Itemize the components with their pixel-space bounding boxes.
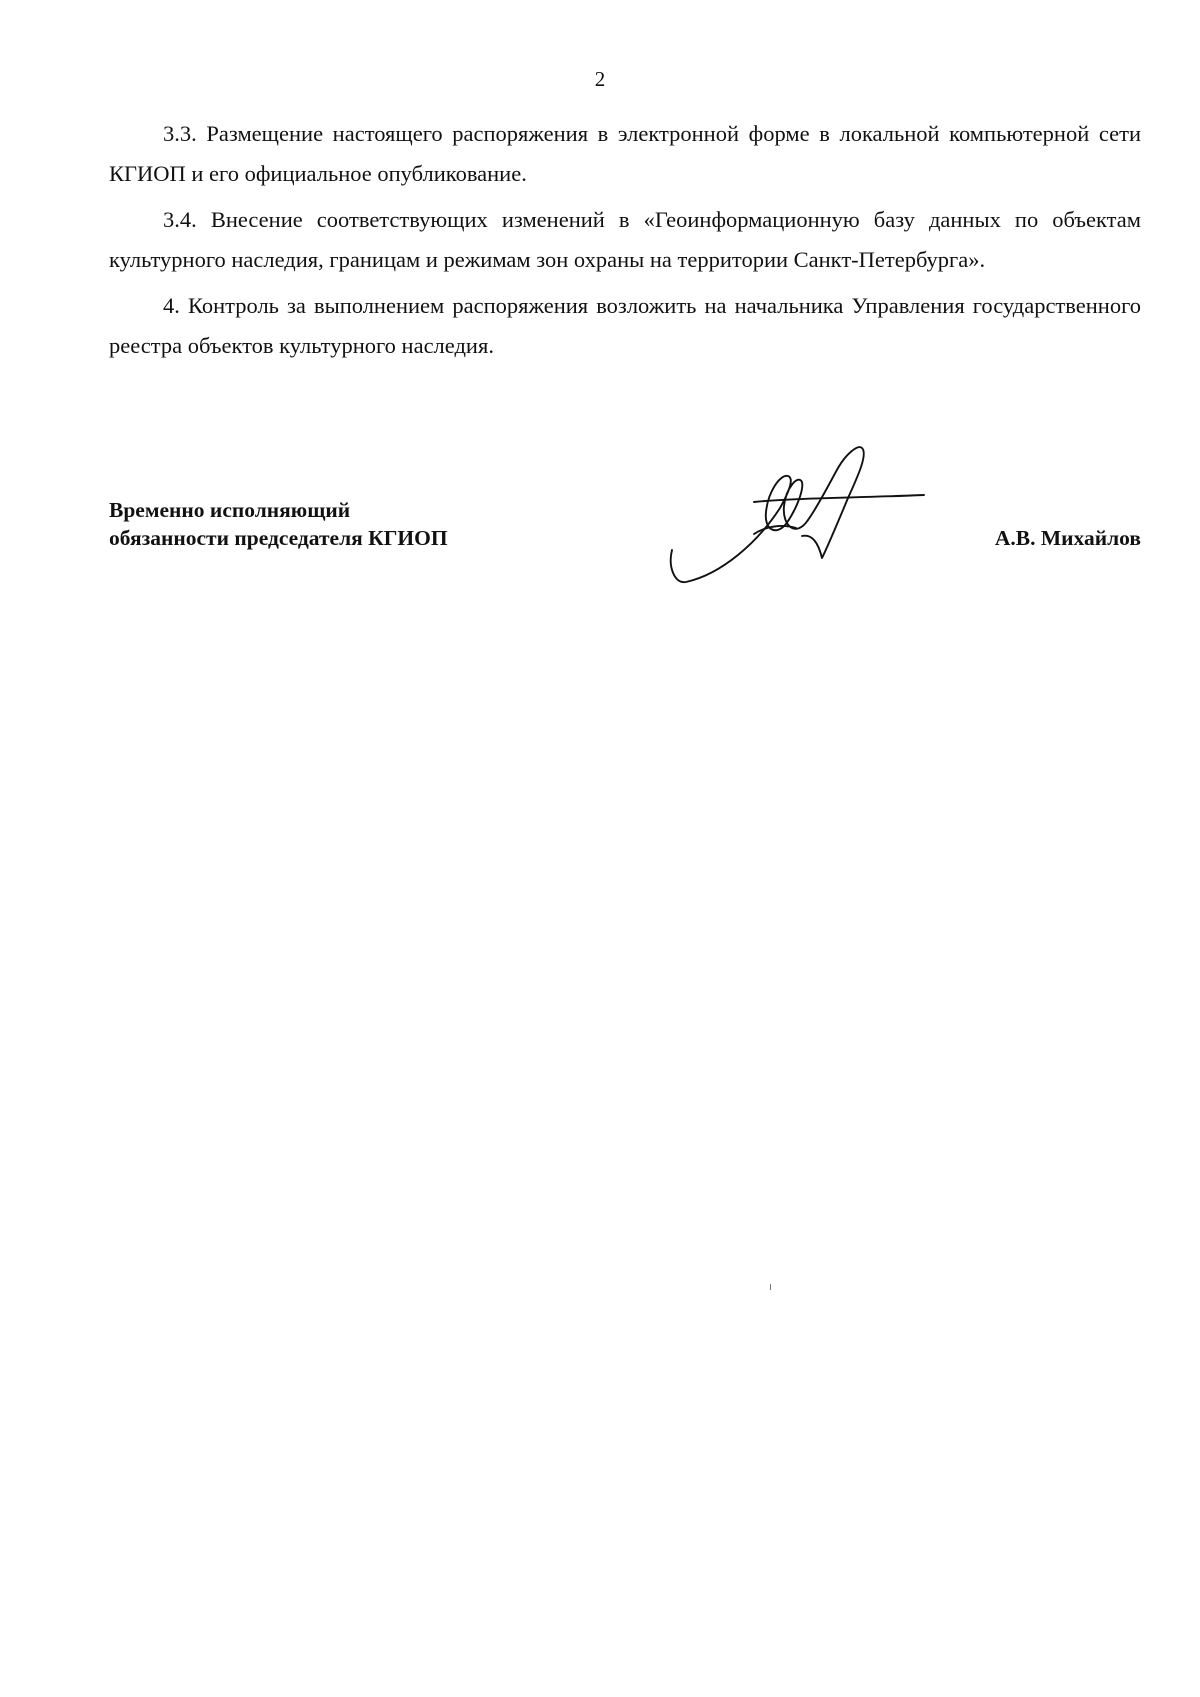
signer-position-line-1: Временно исполняющий [109, 498, 351, 522]
scan-speck [770, 1284, 771, 1290]
signer-name: А.В. Михайлов [994, 526, 1141, 550]
handwritten-signature [662, 438, 932, 588]
signer-position [109, 496, 448, 552]
paragraph-3-4: 3.4. Внесение соответствующих изменений в «Геоинформационную базу данных по объектам культурного наследия, границам и режимам зон охраны на территории Санкт-Петербурга». [109, 207, 1141, 272]
signer-position-line-2: обязанности председателя КГИОП [109, 526, 448, 550]
paragraph-3-3: 3.3. Размещение настоящего распоряжения в электронной форме в локальной компьютерной сети КГИОП и его официальное опубликование. [109, 121, 1141, 186]
document-body [109, 114, 1141, 372]
page-number: 2 [594, 67, 606, 91]
paragraph-4: 4. Контроль за выполнением распоряжения возложить на начальника Управления государственного реестра объектов культурного наследия. [109, 293, 1141, 358]
signature-block [109, 496, 1141, 596]
